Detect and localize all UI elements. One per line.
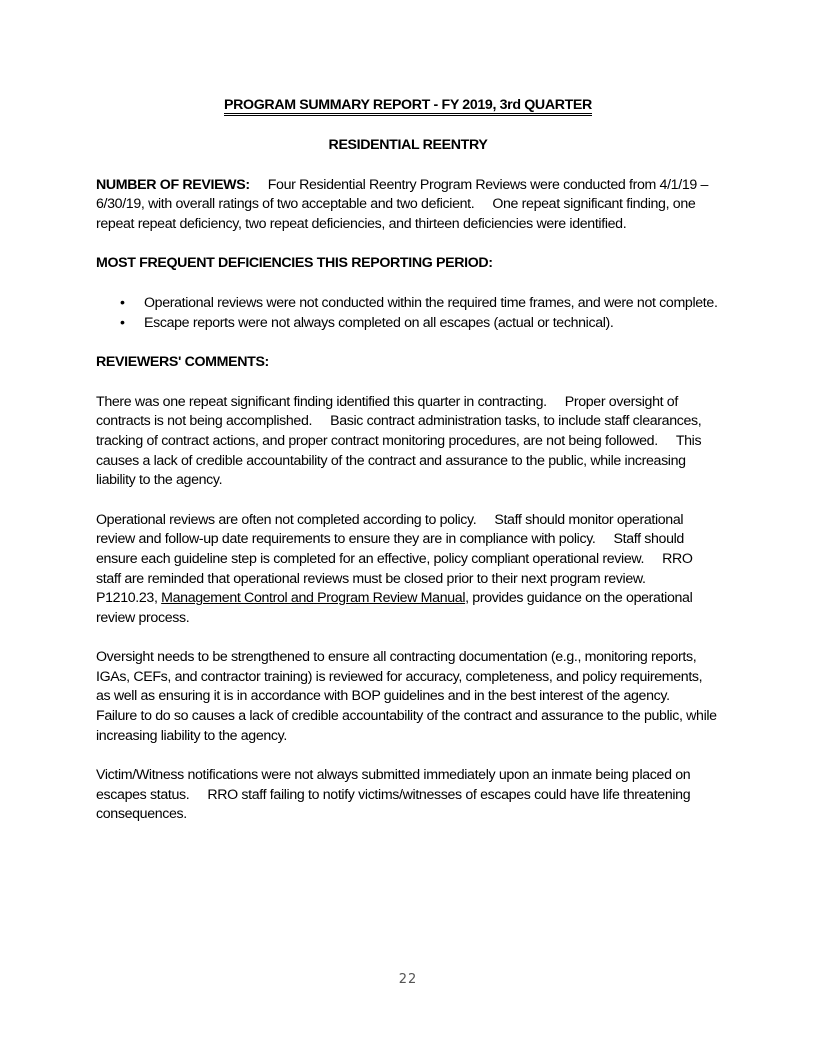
number-of-reviews-paragraph: [96, 176, 720, 235]
sentence: , provides guidance on the operational review process.: [96, 590, 693, 626]
comments-paragraph-1: [96, 393, 720, 491]
sentence: Staff should monitor operational review and follow-up date requirements to ensure they are in compliance with policy.: [96, 511, 684, 548]
sentence: There was one repeat significant finding identified this quarter in contracting.: [96, 393, 547, 410]
number-of-reviews-label: NUMBER OF REVIEWS:: [96, 176, 250, 193]
sentence: Basic contract administration tasks, to include staff clearances, tracking of contract actions, and proper contract monitoring procedures, are not being followed.: [96, 413, 702, 449]
document-page: [96, 96, 720, 825]
policy-number: P1210.23,: [96, 590, 158, 607]
document-subtitle: RESIDENTIAL REENTRY: [328, 137, 488, 153]
number-of-reviews-text-1: Four Residential Reentry Program Reviews were conducted from 4/1/19 – 6/30/19, with overall ratings of two acceptable and two deficient.: [96, 176, 709, 213]
sentence: This causes a lack of credible accountability of the contract and assurance to the public, while increasing liability to the agency.: [96, 432, 702, 489]
sentence: Oversight needs to be strengthened to ensure all contracting documentation (e.g., monitoring reports, IGAs, CEFs, and contractor training) is reviewed for accuracy, completeness, and policy requirements, as well as ensuring it is in accordance with BOP guidelines and in the best interest of the agency.: [96, 649, 703, 705]
manual-reference: Management Control and Program Review Manual: [161, 590, 466, 607]
number-of-reviews-text-2: One repeat significant finding, one repeat repeat deficiency, two repeat deficiencies, and thirteen deficiencies were identified.: [96, 196, 696, 232]
sentence: Staff should ensure each guideline step is completed for an effective, policy compliant operational review.: [96, 531, 684, 567]
document-title: [96, 96, 720, 116]
list-item: [120, 314, 720, 334]
sentence: Failure to do so causes a lack of credible accountability of the contract and assurance to the public, while increasing liability to the agency.: [96, 708, 717, 744]
comments-paragraph-4: [96, 766, 720, 825]
sentence: Victim/Witness notifications were not always submitted immediately upon an inmate being placed on escapes status.: [96, 767, 691, 803]
page-number: 22: [398, 972, 418, 987]
list-item-text: Operational reviews were not conducted within the required time frames, and were not complete.: [144, 294, 718, 311]
reviewers-comments-heading: REVIEWERS' COMMENTS:: [96, 354, 269, 371]
bullet-icon: •: [120, 314, 125, 331]
list-item: [120, 294, 720, 314]
list-item-text: Escape reports were not always completed on all escapes (actual or technical).: [144, 314, 614, 331]
sentence: RRO staff failing to notify victims/witnesses of escapes could have life threatening consequences.: [96, 786, 691, 823]
sentence: Operational reviews are often not completed according to policy.: [96, 511, 477, 528]
bullet-icon: •: [120, 294, 125, 311]
frequent-deficiencies-heading: MOST FREQUENT DEFICIENCIES THIS REPORTING PERIOD:: [96, 255, 493, 272]
comments-paragraph-2: [96, 511, 720, 629]
deficiencies-list: [96, 294, 720, 333]
sentence: Proper oversight of contracts is not being accomplished.: [96, 393, 678, 430]
comments-paragraph-3: [96, 648, 720, 746]
sentence: RRO staff are reminded that operational reviews must be closed prior to their next program review.: [96, 550, 693, 587]
title-text: PROGRAM SUMMARY REPORT - FY 2019, 3rd QUARTER: [224, 97, 592, 116]
